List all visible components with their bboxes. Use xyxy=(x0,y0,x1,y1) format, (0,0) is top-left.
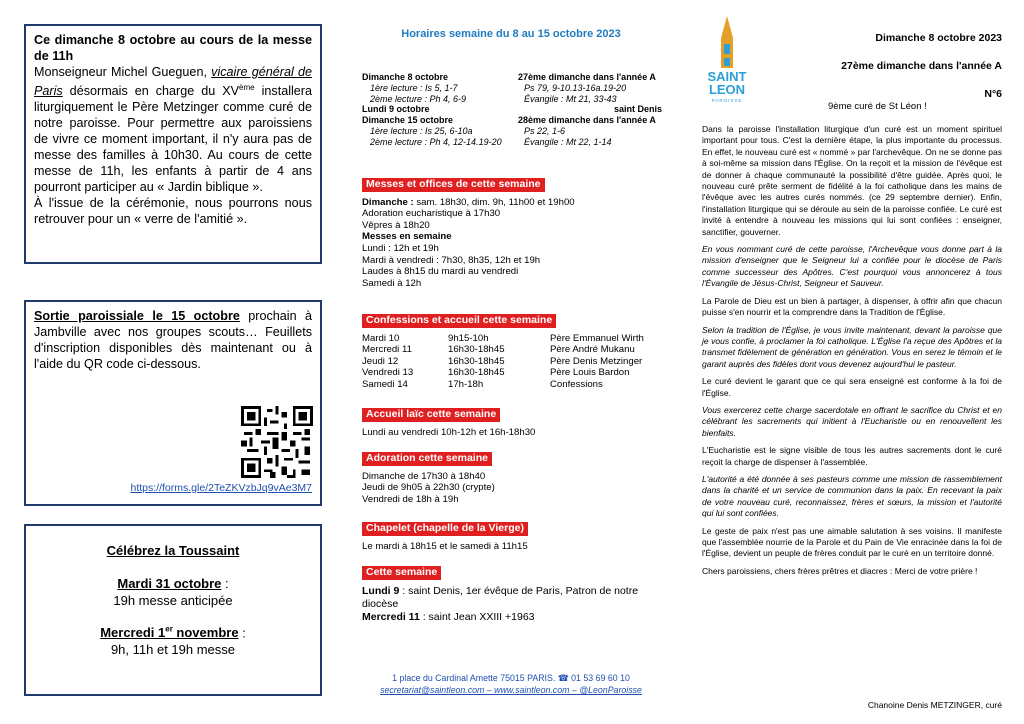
text-part: installera liturgiquement le Père Metzinger comme curé de notre paroisse. Pour permettre aux paroissiens de vivre ce moment important, il n'y aura pas de messe des familles à 10h30. Au cours de cette messe de 11h, les enfants à partir de 4 ans pourront participer au « Jardin biblique ». xyxy=(34,84,312,195)
adoration-list xyxy=(362,471,662,506)
installation-notice-box xyxy=(24,24,322,264)
reading-row xyxy=(362,94,662,105)
logo-leon: LEON xyxy=(708,82,746,97)
confessions-list xyxy=(362,333,662,391)
church-tower-icon xyxy=(702,16,752,70)
contact-footer xyxy=(352,672,670,696)
toussaint-day2-time: 9h, 11h et 19h messe xyxy=(110,642,236,658)
messe-line xyxy=(362,208,662,220)
day2-label xyxy=(100,625,238,640)
confession-time: 16h30-18h45 xyxy=(448,344,505,356)
reading-row xyxy=(362,83,662,94)
editorial-paragraph: Dans la paroisse l'installation liturgique d'un curé est un moment spirituel important pour tous. C'est la dernière étape, la plus importante du processus. En effet, le nouveau curé est « nommé » par l'archevêque. On ne se donne pas à soi-même sa mission dans l'Église. On la reçoit et la mission de l'évêque est de donner à chaque communauté la possibilité d'être guidée. Après quoi, le nouveau curé prête serment de fidélité à la foi catholique dans les mains de l'évêque avec les autres curés nommés. (ce 29 septembre dernier). Enfin, l'installation liturgique qui se déroule au sein de la paroisse confiée. Le curé est invité à entendre à nouveau les missions qui lui sont confiées : enseigner, sanctifier, gouverner. xyxy=(702,124,1002,237)
adoration-label: Adoration cette semaine xyxy=(362,452,492,466)
chapelet-section xyxy=(362,522,662,552)
semaine-day: Lundi 9 xyxy=(362,584,400,597)
editorial-paragraph: L'Eucharistie est le signe visible de tous les autres sacrements dont le curé reçoit la charge de dispenser à l'assemblée. xyxy=(702,445,1002,467)
confessions-section xyxy=(362,314,662,391)
outing-text xyxy=(34,308,312,372)
logo-subtitle: PAROISSE xyxy=(711,98,743,103)
confession-row xyxy=(362,367,662,379)
editorial-paragraph: Le geste de paix n'est pas une aimable salutation à ses voisins. Il manifeste que l'assemblée nourrie de la Parole et du Pain de Vie enracinée dans la foi de l'Église, devient un peuple de frères conduit par le curé en un territoire donné. xyxy=(702,525,1002,559)
reading-row xyxy=(362,72,662,83)
messe-line xyxy=(362,266,662,278)
messe-text: Laudes à 8h15 du mardi au vendredi xyxy=(362,266,519,278)
reading-right: Évangile : Mt 22, 1-14 xyxy=(524,136,612,147)
confession-day: Samedi 14 xyxy=(362,378,408,390)
day2-part: Mercredi 1 xyxy=(100,625,166,641)
outing-description: prochain à Jambville avec nos groupes scouts… Feuillets d'inscription disponibles dès maintenant ou à l'aide du QR code ci-dessous. xyxy=(34,309,313,371)
reading-row xyxy=(362,115,662,126)
messe-line xyxy=(362,220,662,232)
reading-row xyxy=(362,137,662,148)
toussaint-day2 xyxy=(26,621,320,641)
toussaint-title: Célébrez la Toussaint xyxy=(106,543,240,558)
contact-links[interactable]: secretariat@saintleon.com – www.saintleon.com – @LeonParoisse xyxy=(380,685,642,695)
toussaint-box xyxy=(24,524,322,696)
editorial-paragraph: La Parole de Dieu est un bien à partager, à dispenser, à offrir afin que chacun puisse s'en nourrir et la comprendre dans la Tradition de l'Église. xyxy=(702,295,1002,318)
semaine-item xyxy=(362,585,662,611)
outing-title: Sortie paroissiale le 15 octobre xyxy=(34,309,240,323)
liturgical-sunday: 27ème dimanche dans l'année A xyxy=(841,60,1002,72)
reception-text: À l'issue de la cérémonie, nous pourrons nous retrouver pour un « verre de l'amitié ». xyxy=(34,196,312,227)
confession-row xyxy=(362,344,662,356)
messe-bold: Dimanche : xyxy=(362,196,414,208)
adoration-item: Vendredi de 18h à 19h xyxy=(362,493,459,505)
messe-line xyxy=(362,255,662,267)
accueil-section xyxy=(362,408,662,438)
colon: : xyxy=(238,625,246,641)
accueil-label: Accueil laïc cette semaine xyxy=(362,408,500,422)
confession-row xyxy=(362,333,662,345)
superscript: er xyxy=(165,625,173,634)
semaine-list xyxy=(362,585,662,624)
editorial-paragraph: L'autorité a été donnée à ses pasteurs comme une mission de rassemblement dans la charité et un service de communion dans la paix. En recevant la paix de votre nouveau curé, reconnaissez, frères et sœurs, la mission et l'autorité qui lui sont confiées. xyxy=(702,473,1002,519)
vicar-title: vicaire général de Paris xyxy=(34,65,312,99)
reading-left: 2ème lecture : Ph 4, 6-9 xyxy=(370,93,467,104)
editorial-paragraph: Selon la tradition de l'Église, je vous invite maintenant, devant la paroisse que je vous confie, à proclamer la foi catholique. L'Église l'a reçue des Apôtres et la transmet fidèlement de génération en génération. Vous en serez le témoin et le garant auprès des fidèles dont vous devenez aujourd'hui le pasteur. xyxy=(702,324,1002,369)
day2-part: novembre xyxy=(172,625,239,641)
editorial-subtitle: 9ème curé de St Léon ! xyxy=(828,101,927,112)
semaine-label: Cette semaine xyxy=(362,566,441,580)
registration-link[interactable]: https://forms.gle/2TeZKVzbJq9vAe3M7 xyxy=(130,482,312,494)
toussaint-day1 xyxy=(26,575,320,592)
reading-left: Lundi 9 octobre xyxy=(362,104,430,115)
confession-day: Mardi 10 xyxy=(362,332,400,344)
semaine-desc: : saint Jean XXIII +1963 xyxy=(419,610,535,623)
parish-logo xyxy=(702,16,752,120)
confession-day: Vendredi 13 xyxy=(362,367,414,379)
confession-time: 16h30-18h45 xyxy=(448,355,505,367)
reading-left: Dimanche 15 octobre xyxy=(362,115,454,126)
confession-who: Père Denis Metzinger xyxy=(550,355,643,367)
readings-block xyxy=(362,72,662,148)
adoration-item: Jeudi de 9h05 à 22h30 (crypte) xyxy=(362,482,495,494)
reading-left: 2ème lecture : Ph 4, 12-14.19-20 xyxy=(370,136,502,147)
editorial-paragraph: En vous nommant curé de cette paroisse, l'Archevêque vous donne part à la mission d'enseigner que le Seigneur lui a confiée pour le diocèse de Paris comme successeur des Apôtres. C'est pourquoi vous annoncerez à tous l'Évangile de Jésus-Christ, Seigneur et Sauveur. xyxy=(702,244,1002,289)
reading-right: saint Denis xyxy=(613,104,662,115)
messes-list xyxy=(362,197,662,290)
messes-label: Messes et offices de cette semaine xyxy=(362,178,545,192)
signature: Chanoine Denis METZINGER, curé xyxy=(867,700,1002,710)
confession-day: Mercredi 11 xyxy=(362,344,412,356)
logo-saint: SAINT xyxy=(707,69,747,84)
semaine-day: Mercredi 11 xyxy=(362,610,420,623)
outing-notice-box xyxy=(24,300,322,506)
messe-text: Adoration eucharistique à 17h30 xyxy=(362,208,501,220)
text-part: désormais en charge du XV xyxy=(62,84,240,99)
reading-right: 28ème dimanche dans l'année A xyxy=(518,115,656,126)
editorial-column xyxy=(700,16,1010,716)
messe-text: sam. 18h30, dim. 9h, 11h00 et 19h00 xyxy=(413,196,575,208)
editorial-paragraph: Vous exercerez cette charge sacerdotale en offrant le sacrifice du Christ et en célébrant les sacrements qui initient à l'Eucharistie ou en renouvellent les bienfaits. xyxy=(702,404,1002,438)
chapelet-text: Le mardi à 18h15 et le samedi à 11h15 xyxy=(362,540,528,552)
messes-section xyxy=(362,178,662,289)
confession-time: 17h-18h xyxy=(448,378,484,390)
reading-row xyxy=(362,126,662,137)
reading-right: 27ème dimanche dans l'année A xyxy=(518,72,656,82)
confession-row xyxy=(362,379,662,391)
confessions-label: Confessions et accueil cette semaine xyxy=(362,314,556,328)
messe-text: Mardi à vendredi : 7h30, 8h35, 12h et 19h xyxy=(362,254,541,266)
messe-line xyxy=(362,197,662,209)
reading-left: 1ère lecture : Is 25, 6-10a xyxy=(370,125,473,136)
messe-bold: Messes en semaine xyxy=(362,231,452,243)
reading-right: Ps 79, 9-10.13-16a.19-20 xyxy=(524,82,627,93)
reading-row xyxy=(362,104,662,115)
schedule-title: Horaires semaine du 8 au 15 octobre 2023 xyxy=(401,28,621,40)
confession-row xyxy=(362,356,662,368)
confession-who: Père André Mukanu xyxy=(550,344,635,356)
confession-time: 9h15-10h xyxy=(448,332,489,344)
editorial-paragraph: Le curé devient le garant que ce qui sera enseigné est conforme à la foi de l'Église. xyxy=(702,376,1002,398)
address-line: 1 place du Cardinal Amette 75015 PARIS. ☎ 01 53 69 60 10 xyxy=(392,673,630,683)
toussaint-day1-time: 19h messe anticipée xyxy=(113,593,233,608)
reading-right: Ps 22, 1-6 xyxy=(524,125,566,136)
semaine-item xyxy=(362,611,662,624)
semaine-desc: : saint Denis, 1er évêque de Paris, Patron de notre diocèse xyxy=(362,584,639,610)
reading-right: Évangile : Mt 21, 33-43 xyxy=(524,93,617,104)
messe-text: Samedi à 12h xyxy=(362,277,422,289)
text-part: Monseigneur Michel Gueguen, xyxy=(34,65,212,79)
confession-who: Père Louis Bardon xyxy=(550,367,630,379)
installation-heading: Ce dimanche 8 octobre au cours de la messe de 11h xyxy=(34,33,312,63)
confession-who: Père Emmanuel Wirth xyxy=(550,332,644,344)
messe-line xyxy=(362,243,662,255)
semaine-section xyxy=(362,566,662,624)
messe-line xyxy=(362,231,662,243)
messe-text: Lundi : 12h et 19h xyxy=(362,242,439,254)
installation-text xyxy=(34,64,312,195)
accueil-text: Lundi au vendredi 10h-12h et 16h-18h30 xyxy=(362,426,536,438)
adoration-item: Dimanche de 17h30 à 18h40 xyxy=(362,470,486,482)
adoration-section xyxy=(362,452,662,505)
logo-text xyxy=(702,70,752,96)
reading-left: 1ère lecture : Is 5, 1-7 xyxy=(370,82,458,93)
confession-time: 16h30-18h45 xyxy=(448,367,505,379)
chapelet-label: Chapelet (chapelle de la Vierge) xyxy=(362,522,528,536)
superscript: ème xyxy=(239,83,255,92)
day1-label: Mardi 31 octobre xyxy=(117,576,222,591)
reading-left: Dimanche 8 octobre xyxy=(362,72,449,82)
qr-code[interactable] xyxy=(241,406,313,478)
issue-number: N°6 xyxy=(984,88,1002,100)
messe-text: Vêpres à 18h20 xyxy=(362,219,430,231)
editorial-paragraph: Chers paroissiens, chers frères prêtres et diacres : Merci de votre prière ! xyxy=(702,565,978,576)
confession-who: Confessions xyxy=(550,378,603,390)
issue-date: Dimanche 8 octobre 2023 xyxy=(875,32,1002,44)
messe-line xyxy=(362,278,662,290)
colon: : xyxy=(221,576,229,591)
confession-day: Jeudi 12 xyxy=(362,355,399,367)
editorial-body xyxy=(702,124,1002,583)
schedule-column xyxy=(352,28,670,708)
